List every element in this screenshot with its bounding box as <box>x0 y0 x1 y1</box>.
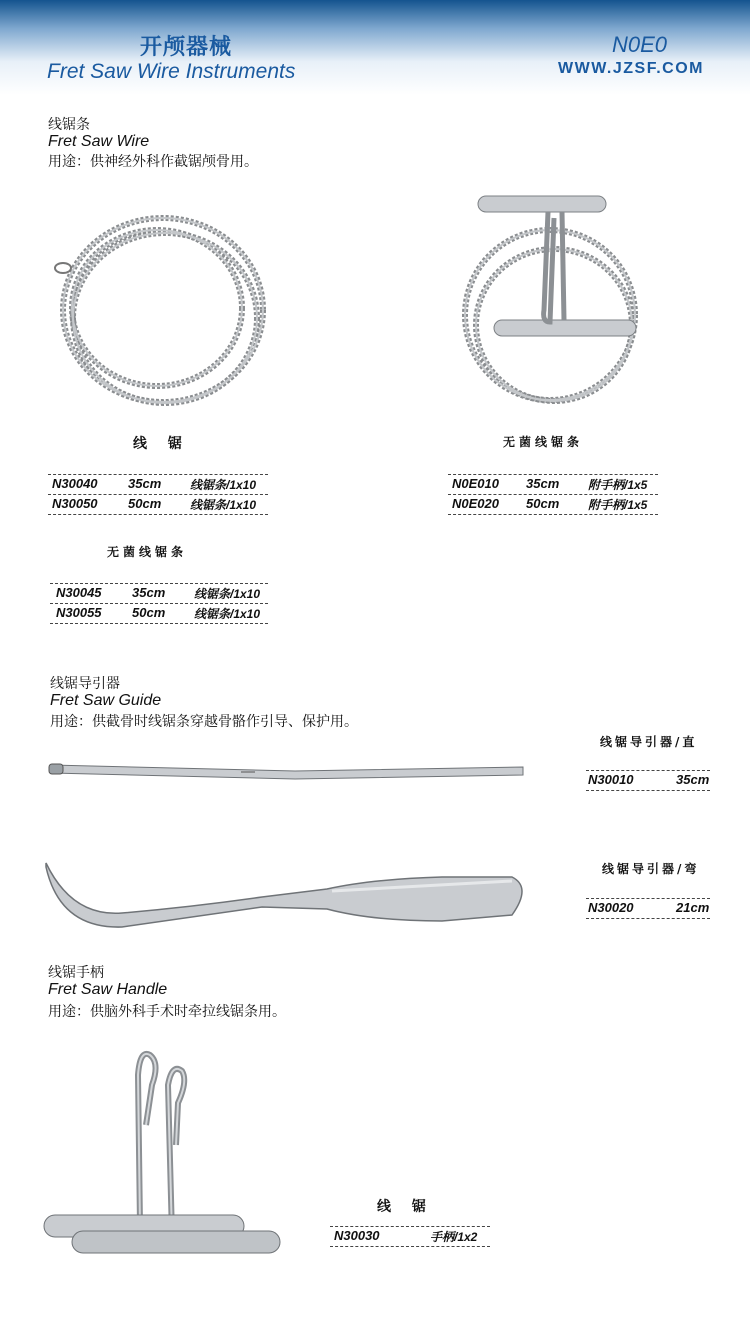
straight-guide-image <box>45 755 530 785</box>
section-wire-title-cn: 线锯条 <box>48 117 90 133</box>
product-size: 50cm <box>128 496 162 511</box>
table-row <box>448 475 658 495</box>
page-title-cn: 开颅器械 <box>140 35 233 60</box>
spec-table-wire-saw <box>48 474 268 515</box>
wire-saw-image <box>45 200 280 425</box>
section-wire-usage: 用途：供神经外科作截锯颅骨用。 <box>48 154 258 170</box>
product-size: 35cm <box>526 476 560 491</box>
product-code: N30055 <box>56 605 102 620</box>
table-row <box>330 1227 490 1247</box>
curved-guide-image <box>42 855 532 930</box>
spec-table-guide-straight <box>586 770 710 791</box>
section-handle-title-cn: 线锯手柄 <box>48 965 104 981</box>
product-size: 35cm <box>132 585 166 600</box>
product-code: N30050 <box>52 496 98 511</box>
table-row <box>50 604 268 624</box>
product-desc: 线锯条/1x10 <box>194 607 261 621</box>
section-handle-usage: 用途：供脑外科手术时牵拉线锯条用。 <box>48 1004 286 1020</box>
caption-sterile-wire-with-handle: 无菌线锯条 <box>503 435 584 449</box>
product-code: N30020 <box>588 900 634 915</box>
product-desc: 线锯条/1x10 <box>190 478 257 492</box>
table-row <box>50 584 268 604</box>
section-guide-usage: 用途：供截骨时线锯条穿越骨骼作引导、保护用。 <box>50 714 358 730</box>
table-row <box>48 495 268 515</box>
product-size: 35cm <box>676 772 710 787</box>
product-desc: 手柄/1x2 <box>430 1230 478 1244</box>
saw-handle-image <box>40 1045 290 1265</box>
caption-sterile-wire: 无菌线锯条 <box>107 545 188 559</box>
product-desc: 附手柄/1x5 <box>588 478 648 492</box>
section-guide-title-en: Fret Saw Guide <box>50 692 162 709</box>
product-code: N30010 <box>588 772 634 787</box>
spec-table-sterile-wire-with-handle <box>448 474 658 515</box>
product-size: 50cm <box>526 496 560 511</box>
page-title-en: Fret Saw Wire Instruments <box>47 60 296 83</box>
spec-table-guide-curved <box>586 898 710 919</box>
caption-guide-straight: 线锯导引器/直 <box>600 735 698 749</box>
wire-saw-with-handle-image <box>450 190 650 425</box>
table-row <box>586 771 710 791</box>
website-link[interactable]: WWW.JZSF.COM <box>558 60 704 77</box>
caption-wire-saw: 线 锯 <box>133 436 190 452</box>
product-desc: 附手柄/1x5 <box>588 498 648 512</box>
product-size: 35cm <box>128 476 162 491</box>
caption-handle: 线 锯 <box>377 1199 434 1215</box>
product-desc: 线锯条/1x10 <box>190 498 257 512</box>
product-code: N30045 <box>56 585 102 600</box>
spec-table-handle <box>330 1226 490 1247</box>
caption-guide-curved: 线锯导引器/弯 <box>602 862 700 876</box>
product-code: N30040 <box>52 476 98 491</box>
page-code: N0E0 <box>612 32 668 57</box>
product-code: N30030 <box>334 1228 380 1243</box>
table-row <box>448 495 658 515</box>
product-size: 21cm <box>676 900 710 915</box>
table-row <box>586 899 710 919</box>
section-wire-title-en: Fret Saw Wire <box>48 133 150 150</box>
table-row <box>48 475 268 495</box>
product-size: 50cm <box>132 605 166 620</box>
product-code: N0E020 <box>452 496 499 511</box>
spec-table-sterile-wire <box>50 583 268 624</box>
section-guide-title-cn: 线锯导引器 <box>50 676 120 692</box>
product-code: N0E010 <box>452 476 499 491</box>
section-handle-title-en: Fret Saw Handle <box>48 981 168 998</box>
product-desc: 线锯条/1x10 <box>194 587 261 601</box>
